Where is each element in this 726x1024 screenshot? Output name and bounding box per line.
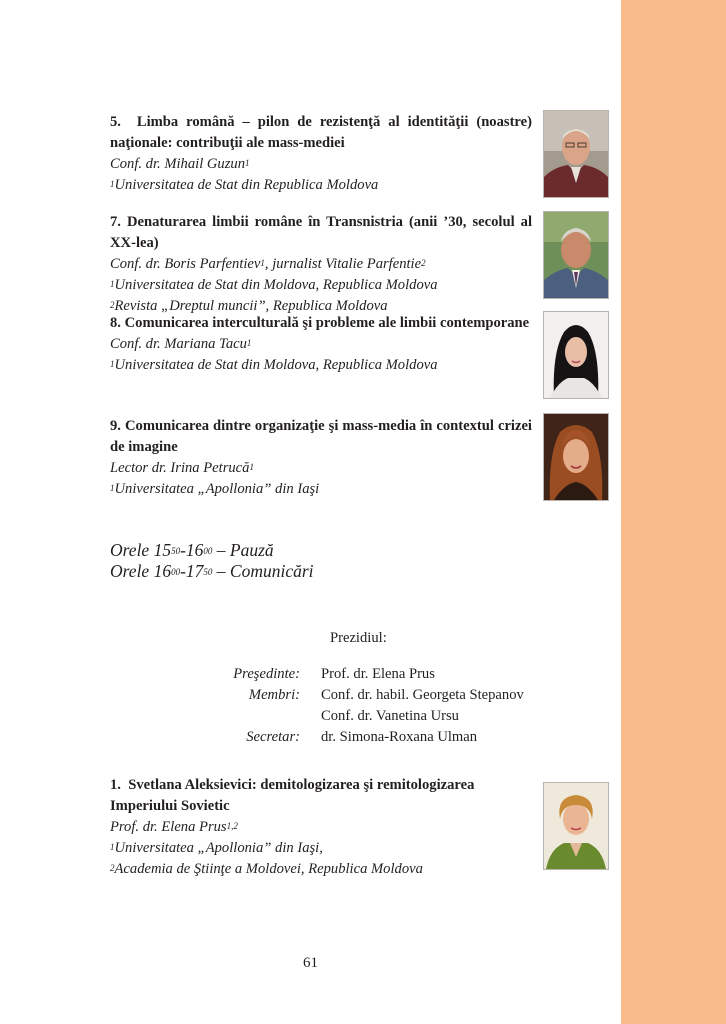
- paper-author: Prof. dr. Elena Prus$^{1,2}$: [110, 819, 238, 835]
- author-photo-irina-petruca: [543, 413, 609, 501]
- presidium-role: Preşedinte:: [233, 666, 300, 682]
- author-photo-elena-prus: [543, 782, 609, 870]
- affiliation-line: $^1$Universitatea de Stat din Moldova, Republica Moldova: [110, 277, 438, 293]
- paper-entry-7: [110, 212, 532, 317]
- presidium-name: Conf. dr. Vanetina Ursu: [321, 708, 459, 724]
- author-photo-mihail-guzun: [543, 110, 609, 198]
- session-time-pause: Orele $15^{50}-16^{00}$ – Pauză: [110, 540, 274, 560]
- affiliation-line: $^1$Universitatea de Stat din Republica Moldova: [110, 177, 379, 193]
- presidium-name: Prof. dr. Elena Prus: [321, 666, 435, 682]
- affiliation-line: $^2$Revista „Dreptul muncii”, Republica Moldova: [110, 298, 388, 314]
- presidium-name: Conf. dr. habil. Georgeta Stepanov: [321, 687, 524, 703]
- session-time-communications: Orele $16^{00}-17^{50}$ – Comunicări: [110, 561, 314, 581]
- paper-author: Conf. dr. Boris Parfentiev$^1$, jurnalist Vitalie Parfentie$^2$: [110, 256, 426, 272]
- paper-author: Conf. dr. Mihail Guzun$^1$: [110, 156, 250, 172]
- presidium-name: dr. Simona-Roxana Ulman: [321, 729, 478, 745]
- paper-title: 9. Comunicarea dintre organizaţie şi mass-media în contextul crizei de imagine: [110, 418, 532, 455]
- paper-title: 7. Denaturarea limbii române în Transnistria (anii ’30, secolul al XX-lea): [110, 214, 532, 251]
- affiliation-line: $^1$Universitatea „Apollonia” din Iaşi,: [110, 840, 323, 856]
- paper-title: 5. Limba română – pilon de rezistenţă al identităţii (noastre) naţionale: contribuţii ale mass-mediei: [110, 114, 532, 151]
- paper-entry-9: [110, 416, 532, 500]
- author-photo-mariana-tacu: [543, 311, 609, 399]
- affiliation-line: $^2$Academia de Ştiinţe a Moldovei, Republica Moldova: [110, 861, 423, 877]
- presidium-role: Secretar:: [246, 729, 300, 745]
- page-number: 61: [303, 955, 318, 971]
- paper-title: 8. Comunicarea interculturală şi probleme ale limbii contemporane: [110, 315, 530, 331]
- page-side-band: [621, 0, 726, 1024]
- paper-entry-1: [110, 775, 530, 880]
- paper-entry-5: [110, 112, 532, 196]
- paper-author: Conf. dr. Mariana Tacu$^1$: [110, 336, 252, 352]
- affiliation-line: $^1$Universitatea de Stat din Moldova, Republica Moldova: [110, 357, 438, 373]
- author-photo-boris-parfentiev: [543, 211, 609, 299]
- paper-entry-8: [110, 313, 532, 376]
- presidium-heading: Prezidiul:: [330, 630, 387, 646]
- presidium-role: Membri:: [248, 687, 300, 703]
- paper-title: 1. Svetlana Aleksievici: demitologizarea şi remitologizarea Imperiului Sovietic: [110, 777, 475, 814]
- paper-author: Lector dr. Irina Petrucă$^1$: [110, 460, 254, 476]
- affiliation-line: $^1$Universitatea „Apollonia” din Iaşi: [110, 481, 320, 497]
